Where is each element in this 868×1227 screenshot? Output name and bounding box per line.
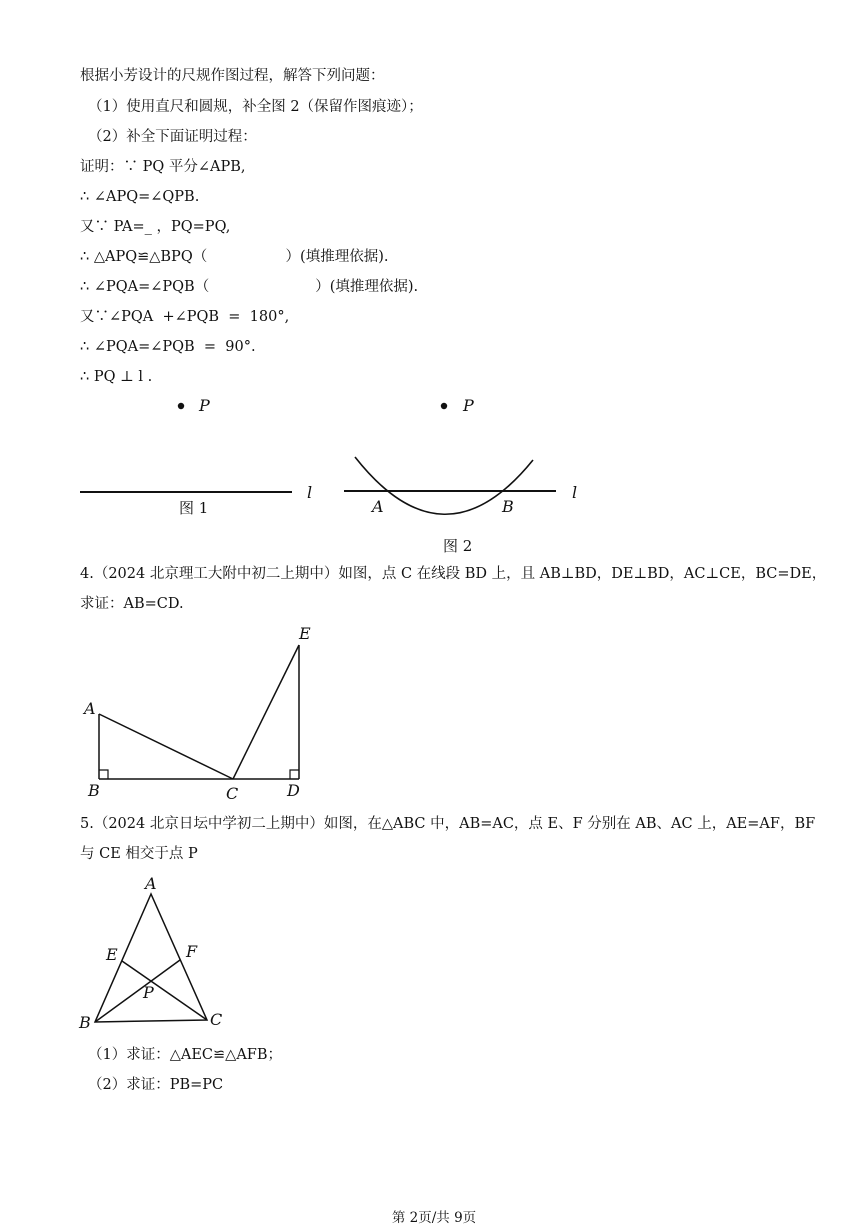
proof-line-6: 又∵∠PQA +∠PQB = 180°, <box>80 309 290 325</box>
proof-line-4: ∴ △APQ≌△BPQ（ ）(填推理依据). <box>80 249 389 265</box>
fig2-caption: 图 2 <box>443 537 473 555</box>
p5-label-a: A <box>145 874 157 893</box>
page-footer: 第 2页/共 9页 <box>391 1210 477 1226</box>
problem4-prove: 求证：AB=CD. <box>80 596 184 612</box>
figure-2 <box>344 396 577 555</box>
proof-line-3: 又∵ PA=_ ，PQ=PQ, <box>80 219 231 235</box>
problem3-question-1: （1）使用直尺和圆规，补全图 2（保留作图痕迹）； <box>88 99 423 115</box>
fig2-label-b: B <box>502 497 514 516</box>
p5-label-p: P <box>143 983 154 1002</box>
p4-label-b: B <box>88 781 100 800</box>
p5-label-b: B <box>79 1013 91 1032</box>
fig2-label-l: l <box>572 483 578 502</box>
fig2-label-a: A <box>372 497 384 516</box>
fig1-label-l: l <box>307 483 313 502</box>
problem5-question-2: （2）求证：PB=PC <box>88 1077 224 1093</box>
p4-label-a: A <box>84 699 96 718</box>
proof-line-2: ∴ ∠APQ=∠QPB. <box>80 189 200 205</box>
proof-line-7: ∴ ∠PQA=∠PQB = 90°. <box>80 339 256 355</box>
p5-label-c: C <box>210 1010 223 1029</box>
p4-label-e: E <box>299 624 311 643</box>
problem5-statement-cont: 与 CE 相交于点 P <box>80 846 198 862</box>
figure-problem5 <box>78 874 222 1032</box>
p4-label-c: C <box>226 784 239 803</box>
problem3-intro: 根据小芳设计的尺规作图过程，解答下列问题： <box>80 68 385 84</box>
right-angle-mark-b <box>99 770 108 779</box>
p5-label-f: F <box>186 942 198 961</box>
fig1-caption: 图 1 <box>179 499 209 517</box>
problem3-question-2: （2）补全下面证明过程： <box>88 129 257 145</box>
segment-ac <box>99 714 233 779</box>
fig2-label-p: P <box>463 396 474 415</box>
p4-label-d: D <box>287 781 300 800</box>
fig1-point-p-dot <box>178 403 184 409</box>
fig2-point-p-dot <box>441 403 447 409</box>
p5-label-e: E <box>106 945 118 964</box>
proof-line-1: 证明：∵ PQ 平分∠APB, <box>80 159 246 175</box>
right-angle-mark-d <box>290 770 299 779</box>
problem5-question-1: （1）求证：△AEC≌△AFB； <box>88 1047 283 1063</box>
figure-1 <box>80 396 312 517</box>
problem5-statement: 5.（2024 北京日坛中学初二上期中）如图，在△ABC 中，AB=AC，点 E、F 分别在 AB、AC 上，AE=AF，BF <box>80 816 816 832</box>
segment-ce <box>233 645 299 779</box>
problem4-statement: 4.（2024 北京理工大附中初二上期中）如图，点 C 在线段 BD 上，且 AB⊥BD，DE⊥BD，AC⊥CE，BC=DE， <box>80 566 827 582</box>
fig1-label-p: P <box>199 396 210 415</box>
proof-line-8: ∴ PQ ⊥ l . <box>80 369 153 385</box>
figure-problem4 <box>82 624 311 803</box>
proof-line-5: ∴ ∠PQA=∠PQB（ ）(填推理依据). <box>80 279 419 295</box>
